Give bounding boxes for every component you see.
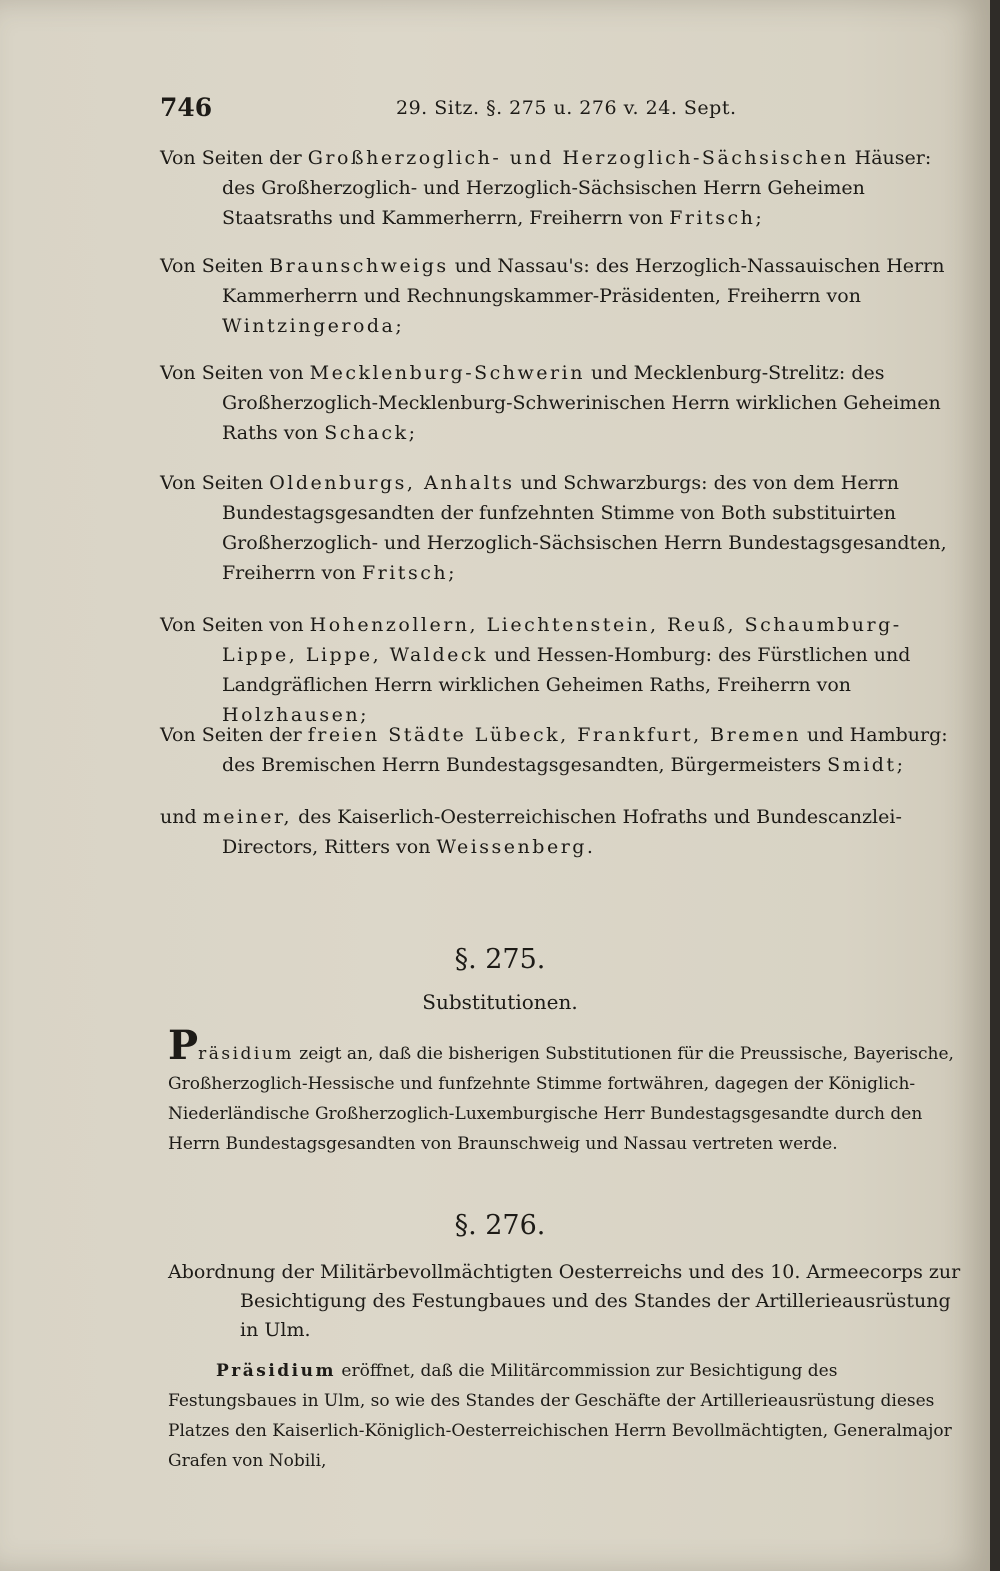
section-276-title: Abordnung der Militärbevollmächtigten Oesterreichs und des 10. Armeecorps zur Besichtigung des Festungbaues und des Standes der Artillerieausrüstung in Ulm. [168,1261,961,1341]
entry-mecklenburg [160,358,960,448]
entry-state-names: Hohenzollern, Liechtenstein, Reuß, Schaumburg-Lippe, Lippe, Waldeck [222,614,902,666]
entry-state-names: freien Städte Lübeck, Frankfurt, Bremen [307,724,801,746]
running-head: 29. Sitz. §. 275 u. 276 v. 24. Sept. [396,97,737,119]
entry-state-names: Oldenburgs, Anhalts [269,472,515,494]
entry-text: und Mecklenburg-Strelitz: des Großherzoglich-Mecklenburg-Schwerinischen Herrn wirklichen Geheimen Raths von [222,362,941,444]
section-275-title: Substitutionen. [422,990,578,1014]
entry-lead: Von Seiten der [160,724,302,746]
entry-text: und Hamburg: des Bremischen Herrn Bundestagsgesandten, Bürgermeisters [222,724,948,776]
section-276-number: §. 276. [454,1210,546,1241]
page-number: 746 [160,93,213,122]
entry-delegate-name: Schack; [324,422,418,444]
entry-brunswick [160,251,960,341]
drop-cap: P [168,1022,199,1069]
entry-delegate-name: Weissenberg. [436,836,596,858]
entry-text: und Schwarzburgs: des von dem Herrn Bundestagsgesandten der funfzehnten Stimme von Both substituirten Großherzoglich- und Herzoglich-Sächsischen Herrn Bundestagsgesandten, Freiherrn von [222,472,947,584]
entry-oldenburg [160,468,960,588]
entry-text: Häuser: des Großherzoglich- und Herzoglich-Sächsischen Herrn Geheimen Staatsraths und Kammerherrn, Freiherrn von [222,147,932,229]
section-276-text: eröffnet, daß die Militärcommission zur Besichtigung des Festungsbaues in Ulm, so wie des Standes der Geschäfte der Artillerieausrüstung dieses Platzes den Kaiserlich-Königlich-Oesterreichischen Herrn Bevollmächtigten, Generalmajor Grafen von Nobili, [168,1361,952,1471]
entry-lead: und [160,806,197,828]
entry-hohenzollern [160,610,960,730]
page-header [160,93,940,129]
entry-saxony [160,143,960,233]
page-edge [990,0,1000,1571]
entry-state-names: Großherzoglich- und Herzoglich-Sächsischen [307,147,849,169]
entry-free-cities [160,720,960,780]
section-276-body [168,1356,960,1476]
entry-delegate-name: Holzhausen; [222,704,370,726]
entry-text: und Hessen-Homburg: des Fürstlichen und Landgräflichen Herrn wirklichen Geheimen Raths, Freiherrn von [222,644,911,696]
entry-state-names: Braunschweigs [269,255,449,277]
entry-austria [160,802,960,862]
entry-lead: Von Seiten von [160,362,304,384]
entry-text: und Nassau's: des Herzoglich-Nassauischen Herrn Kammerherrn und Rechnungskammer-Präsidenten, Freiherrn von [222,255,945,307]
entry-delegate-name: Wintzingeroda; [222,315,405,337]
entry-lead: Von Seiten [160,255,264,277]
entry-delegate-name: Smidt; [827,754,906,776]
entry-state-names: meiner, [202,806,293,828]
entry-text: des Kaiserlich-Oesterreichischen Hofraths und Bundescanzlei-Directors, Ritters von [222,806,902,858]
section-275-lead: räsidium [198,1044,294,1064]
entry-lead: Von Seiten [160,472,264,494]
section-276-lead: Präsidium [216,1361,336,1381]
entry-delegate-name: Fritsch; [361,562,457,584]
entry-delegate-name: Fritsch; [669,207,765,229]
entry-lead: Von Seiten der [160,147,302,169]
entry-lead: Von Seiten von [160,614,304,636]
entry-state-names: Mecklenburg-Schwerin [309,362,585,384]
section-275-text: zeigt an, daß die bisherigen Substitutionen für die Preussische, Bayerische, Großherzoglich-Hessische und funfzehnte Stimme fortwähren, dagegen der Königlich-Niederländische Großherzoglich-Luxemburgische Herr Bundestagsgesandte durch den Herrn Bundestagsgesandten von Braunschweig und Nassau vertreten werde. [168,1044,954,1154]
section-275-number: §. 275. [454,944,546,975]
section-275-body [168,1022,960,1159]
